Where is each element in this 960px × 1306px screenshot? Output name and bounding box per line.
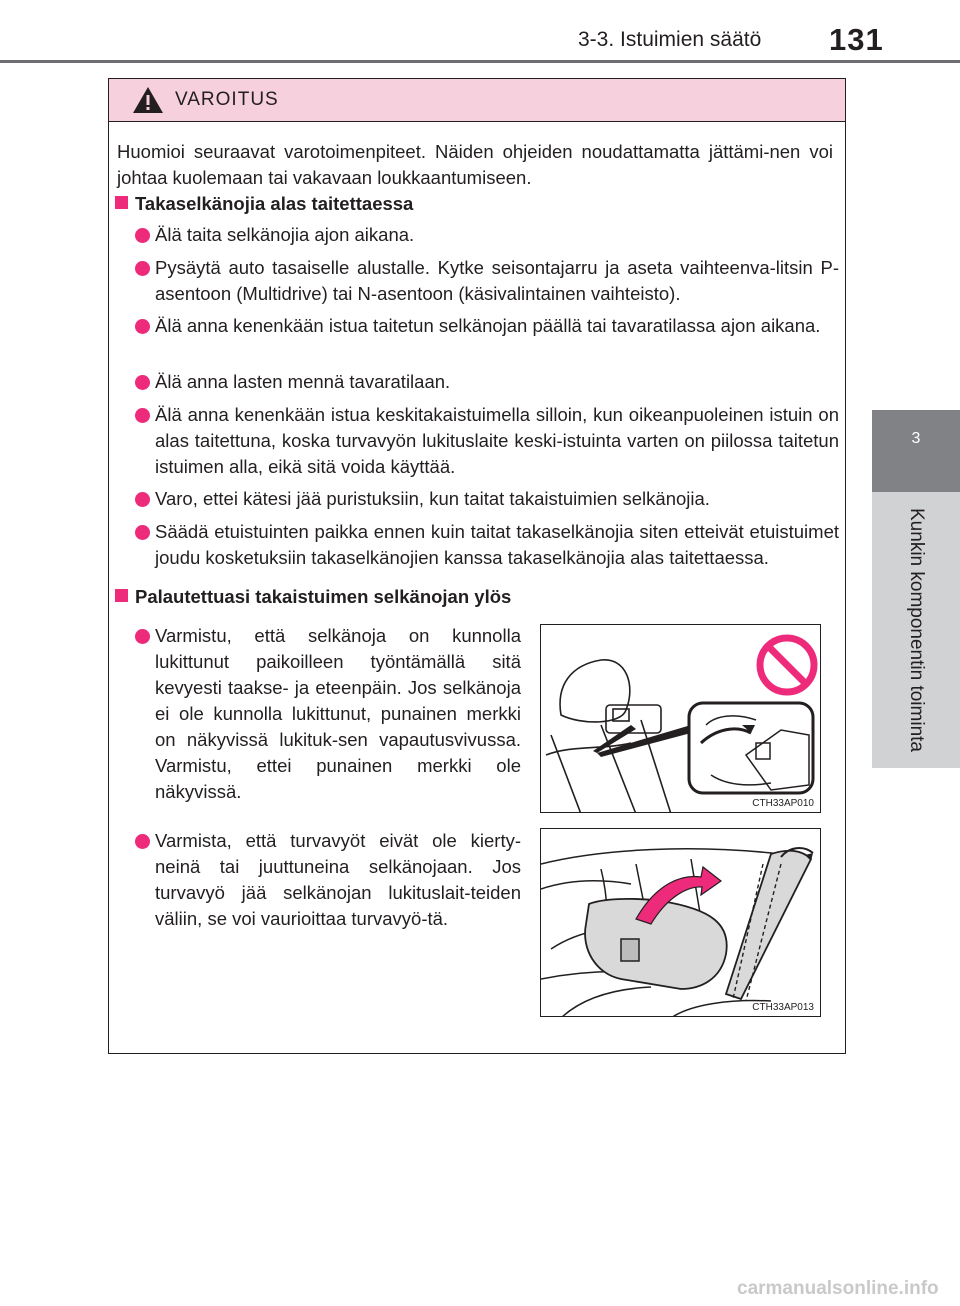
- chapter-label: Kunkin komponentin toiminta: [906, 508, 927, 752]
- section-title: 3-3. Istuimien säätö: [578, 28, 762, 51]
- header-divider: [0, 60, 960, 63]
- list-item: Älä anna kenenkään istua taitetun selkänojan päällä tai tavaratilassa ajon aikana.: [155, 315, 821, 336]
- warning-header: [109, 79, 845, 122]
- list-item: Varmistu, että selkänoja on kunnolla lukittunut paikoilleen työntämällä sitä kevyesti taakse- ja eteenpäin. Jos selkänoja ei ole kunnolla lukittunut, punainen merkki on näkyvissä lukituk-sen vapautusvivussa. Varmistu, ettei punainen merkki ole näkyvissä.: [155, 625, 521, 802]
- warning-intro: Huomioi seuraavat varotoimenpiteet. Näiden ohjeiden noudattamatta jättämi-nen voi johtaa kuolemaan tai vakavaan loukkaantumiseen.: [117, 141, 833, 188]
- seatback-lock-illustration: [541, 625, 821, 813]
- bullet-dot-icon: [135, 492, 150, 507]
- list-item: Pysäytä auto tasaiselle alustalle. Kytke seisontajarru ja aseta vaihteenva-litsin P-asentoon (Multidrive) tai N-asentoon (käsivalintainen vaihteisto).: [155, 257, 839, 304]
- figure-seatbelt: [540, 828, 821, 1017]
- bullet-dot-icon: [135, 319, 150, 334]
- section-heading-raising: [115, 584, 511, 610]
- bullet-dot-icon: [135, 408, 150, 423]
- list-item: Varmista, että turvavyöt eivät ole kierty-neinä tai juuttuneina selkänojaan. Jos turvavyö jää selkänojan lukituslait-teiden väliin, se voi vaurioittaa turvavyö-tä.: [155, 830, 521, 929]
- section-heading-text: Takaselkänojia alas taitettaessa: [135, 193, 414, 214]
- list-item: Älä taita selkänojia ajon aikana.: [155, 224, 415, 245]
- bullet-dot-icon: [135, 228, 150, 243]
- bullet-dot-icon: [135, 261, 150, 276]
- seatbelt-illustration: [541, 829, 821, 1017]
- page-number: 131: [829, 22, 884, 57]
- list-item: Varo, ettei kätesi jää puristuksiin, kun taitat takaistuimien selkänojia.: [155, 488, 710, 509]
- warning-title: VAROITUS: [175, 89, 279, 110]
- list-item: Älä anna lasten mennä tavaratilaan.: [155, 371, 451, 392]
- figure-code: CTH33AP013: [752, 1002, 814, 1013]
- list-item: Älä anna kenenkään istua keskitakaistuimella silloin, kun oikeanpuoleinen istuin on alas taitettuna, koska turvavyön lukituslaite keski-istuinta varten on piilossa taitetun istuimen alla, eikä sitä voida käyttää.: [155, 404, 839, 477]
- warning-triangle-icon: [131, 85, 165, 115]
- square-bullet-icon: [115, 196, 128, 209]
- chapter-number: 3: [911, 430, 921, 447]
- bullet-dot-icon: [135, 375, 150, 390]
- square-bullet-icon: [115, 589, 128, 602]
- figure-code: CTH33AP010: [752, 798, 814, 809]
- bullet-dot-icon: [135, 834, 150, 849]
- watermark: carmanualsonline.info: [737, 1278, 939, 1299]
- section-heading-text: Palautettuasi takaistuimen selkänojan ylös: [135, 586, 512, 607]
- bullet-dot-icon: [135, 629, 150, 644]
- list-item: Säädä etuistuinten paikka ennen kuin taitat takaselkänojia siten etteivät etuistuimet joudu kosketuksiin takaselkänojien kanssa takaselkänojia alas taitettaessa.: [155, 521, 839, 568]
- section-heading-folding: [115, 191, 413, 217]
- chapter-tab: [872, 410, 960, 492]
- bullet-dot-icon: [135, 525, 150, 540]
- figure-seatback-lock: [540, 624, 821, 813]
